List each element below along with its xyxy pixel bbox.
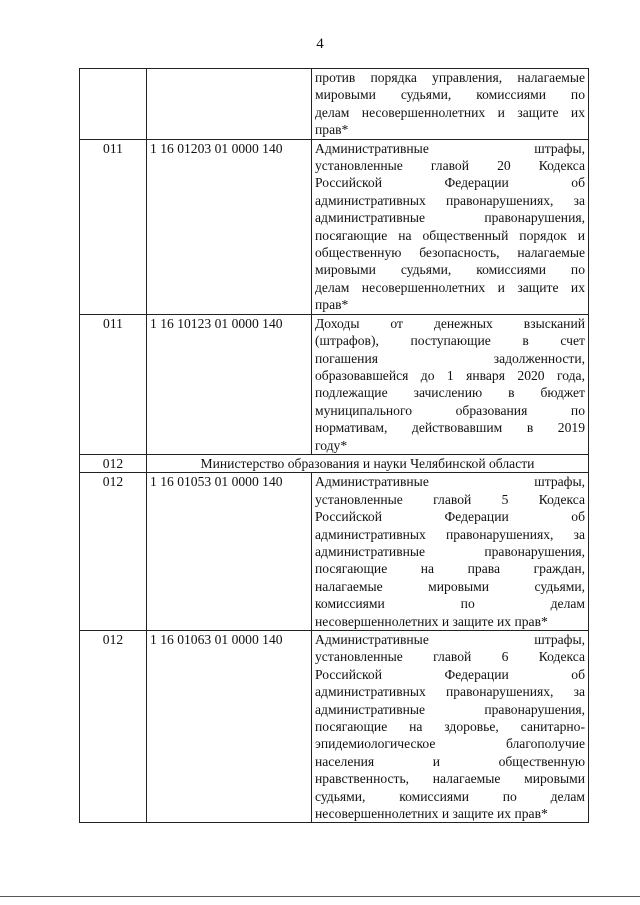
text-line: Административные штрафы, <box>315 474 585 490</box>
revenue-code-cell: 1 16 01203 01 0000 140 <box>147 139 312 314</box>
table-row <box>80 631 589 823</box>
text-line: делам несовершеннолетних и защите их <box>315 104 585 120</box>
revenue-code-cell: 1 16 01053 01 0000 140 <box>147 473 312 631</box>
revenue-name-cell <box>312 69 589 140</box>
text-line: эпидемиологическое благополучие <box>315 736 585 752</box>
text-line: прав* <box>315 122 349 138</box>
text-line: году* <box>315 437 348 453</box>
text-line: прав* <box>315 297 349 313</box>
text-line: несовершеннолетних и защите их прав* <box>315 806 548 822</box>
admin-code-cell: 011 <box>80 139 147 314</box>
text-line: мировыми судьями, комиссиями по <box>315 87 585 103</box>
revenue-code-cell: 1 16 10123 01 0000 140 <box>147 314 312 454</box>
text-line: муниципального образования по <box>315 402 585 418</box>
text-line: административных правонарушениях, за <box>315 684 585 700</box>
admin-code-cell: 012 <box>80 454 147 472</box>
text-line: административных правонарушениях, за <box>315 526 585 542</box>
text-line: нормативам, действовавшим в 2019 <box>315 420 585 436</box>
text-line: общественную безопасность, налагаемые <box>315 245 585 261</box>
text-line: погашения задолженности, <box>315 350 585 366</box>
text-line: Доходы от денежных взысканий <box>315 315 585 331</box>
revenue-name-cell <box>312 139 589 314</box>
text-line: Административные штрафы, <box>315 140 585 156</box>
text-line: административные правонарушения, <box>315 210 585 226</box>
text-line: административные правонарушения, <box>315 701 585 717</box>
text-line: нравственность, налагаемые мировыми <box>315 771 585 787</box>
text-line: населения и общественную <box>315 753 585 769</box>
text-line: установленные главой 5 Кодекса <box>315 491 585 507</box>
text-line: Административные штрафы, <box>315 632 585 647</box>
text-line: Российской Федерации об <box>315 175 585 191</box>
text-line: образовавшейся до 1 января 2020 года, <box>315 367 585 383</box>
table-row <box>80 139 589 314</box>
revenue-codes-table <box>79 68 589 823</box>
table-row <box>80 314 589 454</box>
admin-code-cell: 012 <box>80 473 147 631</box>
text-line: мировыми судьями, комиссиями по <box>315 262 585 278</box>
table-body <box>80 69 589 823</box>
text-line: Российской Федерации об <box>315 509 585 525</box>
revenue-code-cell: 1 16 01063 01 0000 140 <box>147 631 312 823</box>
admin-code-cell: 012 <box>80 631 147 823</box>
revenue-code-cell <box>147 69 312 140</box>
table-group-row <box>80 454 589 472</box>
text-line: установленные главой 20 Кодекса <box>315 158 585 174</box>
table-row <box>80 473 589 631</box>
text-line: комиссиями по делам <box>315 596 585 612</box>
text-line: несовершеннолетних и защите их прав* <box>315 613 548 629</box>
page-number: 4 <box>316 36 324 52</box>
text-line: Российской Федерации об <box>315 666 585 682</box>
text-line: делам несовершеннолетних и защите их <box>315 279 585 295</box>
text-line: посягающие на права граждан, <box>315 561 585 577</box>
text-line: административные правонарушения, <box>315 543 585 559</box>
revenue-name-cell <box>312 473 589 631</box>
text-line: административных правонарушениях, за <box>315 192 585 208</box>
text-line: против порядка управления, налагаемые <box>315 70 585 85</box>
revenue-name-cell <box>312 631 589 823</box>
text-line: посягающие на здоровье, санитарно- <box>315 719 585 735</box>
group-title-cell: Министерство образования и науки Челябинской области <box>147 454 589 472</box>
text-line: налагаемые мировыми судьями, <box>315 578 585 594</box>
admin-code-cell <box>80 69 147 140</box>
text-line: судьями, комиссиями по делам <box>315 788 585 804</box>
text-line: подлежащие зачислению в бюджет <box>315 385 585 401</box>
text-line: (штрафов), поступающие в счет <box>315 333 585 349</box>
table-row <box>80 69 589 140</box>
text-line: посягающие на общественный порядок и <box>315 227 585 243</box>
admin-code-cell: 011 <box>80 314 147 454</box>
text-line: установленные главой 6 Кодекса <box>315 649 585 665</box>
bottom-rule <box>0 896 640 897</box>
revenue-name-cell <box>312 314 589 454</box>
